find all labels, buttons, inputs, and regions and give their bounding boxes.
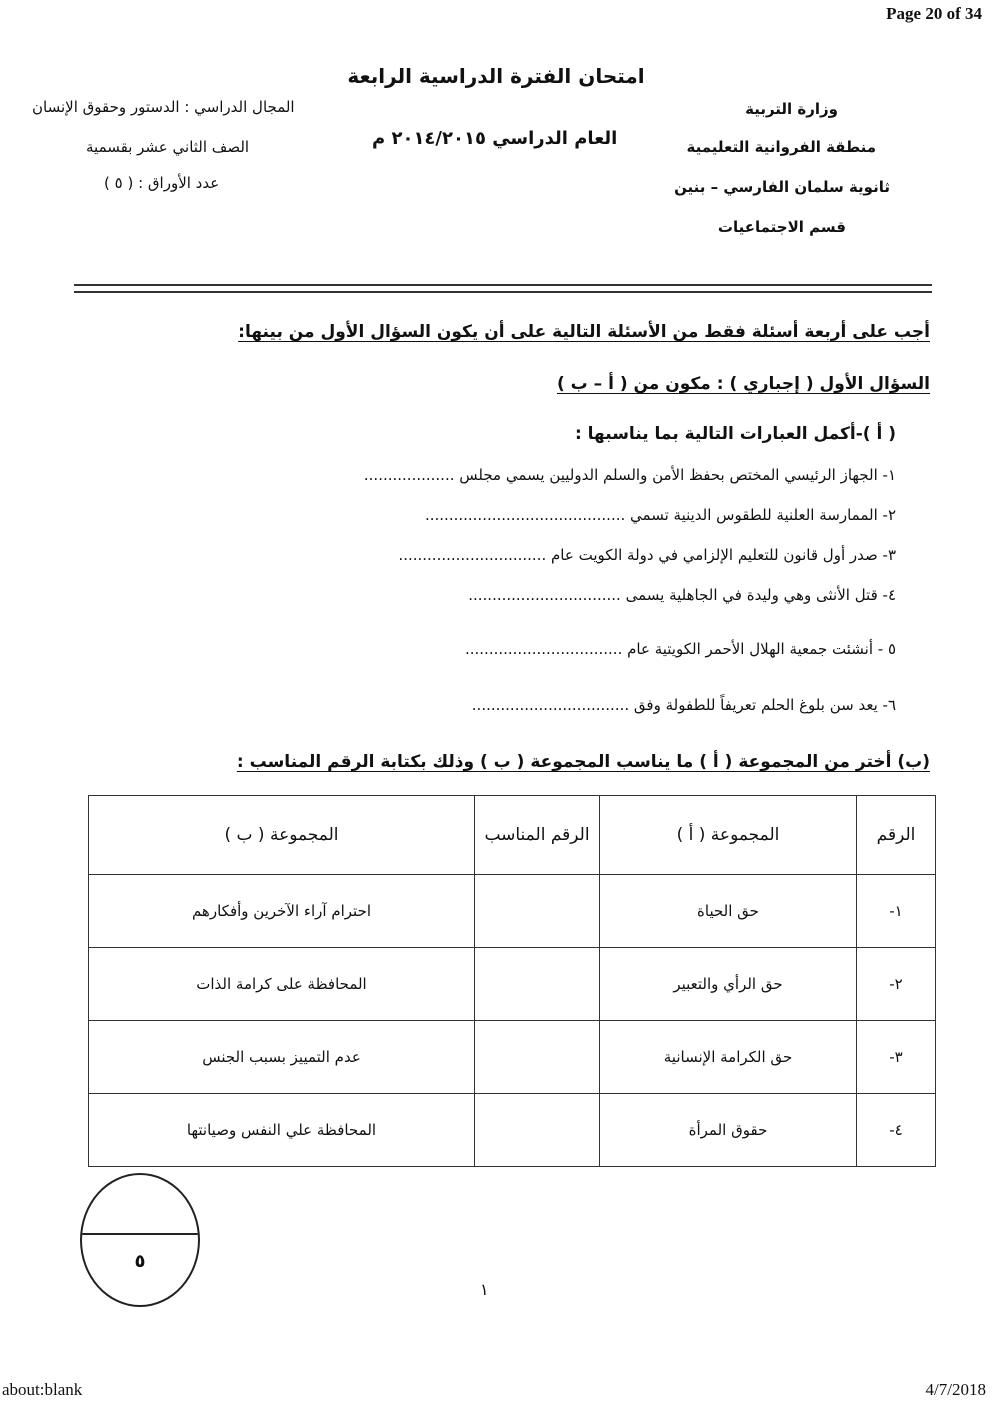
fill-item-text: ١- الجهاز الرئيسي المختص بحفظ الأمن والسلم الدوليين يسمي مجلس — [459, 466, 896, 484]
match-cell[interactable] — [475, 1094, 600, 1167]
row-num: ٣- — [857, 1021, 936, 1094]
answer-blank[interactable]: .......................................... — [424, 506, 626, 524]
header-group-a: المجموعة ( أ ) — [600, 796, 857, 875]
subject-field: المجال الدراسي : الدستور وحقوق الإنسان — [32, 98, 295, 116]
score-circle-divider — [82, 1233, 198, 1235]
row-num: ٤- — [857, 1094, 936, 1167]
fill-item-text: ٢- الممارسة العلنية للطقوس الدينية تسمي — [630, 506, 896, 524]
answer-blank[interactable]: ............................... — [398, 546, 547, 564]
group-a-cell: حق الرأي والتعبير — [600, 948, 857, 1021]
fill-item — [176, 586, 896, 604]
matching-table — [88, 795, 936, 1167]
print-date: 4/7/2018 — [925, 1380, 986, 1399]
instructions: أجب على أربعة أسئلة فقط من الأسئلة التالية على أن يكون السؤال الأول من بينها: — [238, 322, 930, 342]
fill-item — [176, 546, 896, 564]
group-b-cell: المحافظة على كرامة الذات — [89, 948, 475, 1021]
fill-item-text: ٣- صدر أول قانون للتعليم الإلزامي في دولة الكويت عام — [551, 546, 896, 564]
group-a-cell: حق الكرامة الإنسانية — [600, 1021, 857, 1094]
page-count: عدد الأوراق : ( ٥ ) — [104, 174, 220, 192]
answer-blank[interactable]: ................................ — [468, 586, 621, 604]
header-group-b: المجموعة ( ب ) — [89, 796, 475, 875]
fill-item — [176, 466, 896, 484]
header-divider — [74, 284, 932, 293]
match-cell[interactable] — [475, 875, 600, 948]
table-row — [89, 1094, 936, 1167]
browser-url: about:blank — [2, 1380, 83, 1399]
part-b-title: (ب) أختر من المجموعة ( أ ) ما يناسب المجموعة ( ب ) وذلك بكتابة الرقم المناسب : — [236, 752, 930, 772]
school-name: ثانوية سلمان الفارسي – بنين — [674, 178, 890, 196]
question1-title: السؤال الأول ( إجباري ) : مكون من ( أ – ب ) — [556, 374, 930, 394]
answer-blank[interactable]: ................................. — [464, 640, 623, 658]
academic-year: العام الدراسي ٢٠١٤/٢٠١٥ م — [372, 128, 618, 149]
exam-title: امتحان الفترة الدراسية الرابعة — [347, 64, 645, 88]
group-b-cell: عدم التمييز بسبب الجنس — [89, 1021, 475, 1094]
page-number: ١ — [480, 1280, 489, 1299]
row-num: ١- — [857, 875, 936, 948]
score-circle — [80, 1173, 200, 1307]
department-name: قسم الاجتماعيات — [717, 218, 846, 236]
fill-item — [176, 640, 896, 658]
ministry-name: وزارة التربية — [745, 100, 838, 118]
fill-item-text: ٥ - أنشئت جمعية الهلال الأحمر الكويتية عام — [627, 640, 896, 658]
table-row — [89, 1021, 936, 1094]
score-value: ٥ — [134, 1251, 146, 1272]
page-counter: Page 20 of 34 — [886, 4, 982, 23]
row-num: ٢- — [857, 948, 936, 1021]
match-cell[interactable] — [475, 948, 600, 1021]
header-match: الرقم المناسب — [475, 796, 600, 875]
part-a-title: ( أ )-أكمل العبارات التالية بما يناسبها : — [574, 424, 896, 444]
table-header-row — [89, 796, 936, 875]
match-cell[interactable] — [475, 1021, 600, 1094]
group-b-cell: احترام آراء الآخرين وأفكارهم — [89, 875, 475, 948]
answer-blank[interactable]: ................................. — [471, 696, 630, 714]
group-a-cell: حقوق المرأة — [600, 1094, 857, 1167]
table-row — [89, 948, 936, 1021]
header-num: الرقم — [857, 796, 936, 875]
fill-item — [176, 696, 896, 714]
group-a-cell: حق الحياة — [600, 875, 857, 948]
fill-item-text: ٦- يعد سن بلوغ الحلم تعريفاً للطفولة وفق — [633, 696, 896, 714]
table-row — [89, 875, 936, 948]
district-name: منطقة الفروانية التعليمية — [686, 138, 876, 156]
fill-item — [176, 506, 896, 524]
grade-level: الصف الثاني عشر بقسمية — [86, 138, 250, 156]
answer-blank[interactable]: ................... — [363, 466, 455, 484]
fill-item-text: ٤- قتل الأنثى وهي وليدة في الجاهلية يسمى — [625, 586, 896, 604]
group-b-cell: المحافظة علي النفس وصيانتها — [89, 1094, 475, 1167]
